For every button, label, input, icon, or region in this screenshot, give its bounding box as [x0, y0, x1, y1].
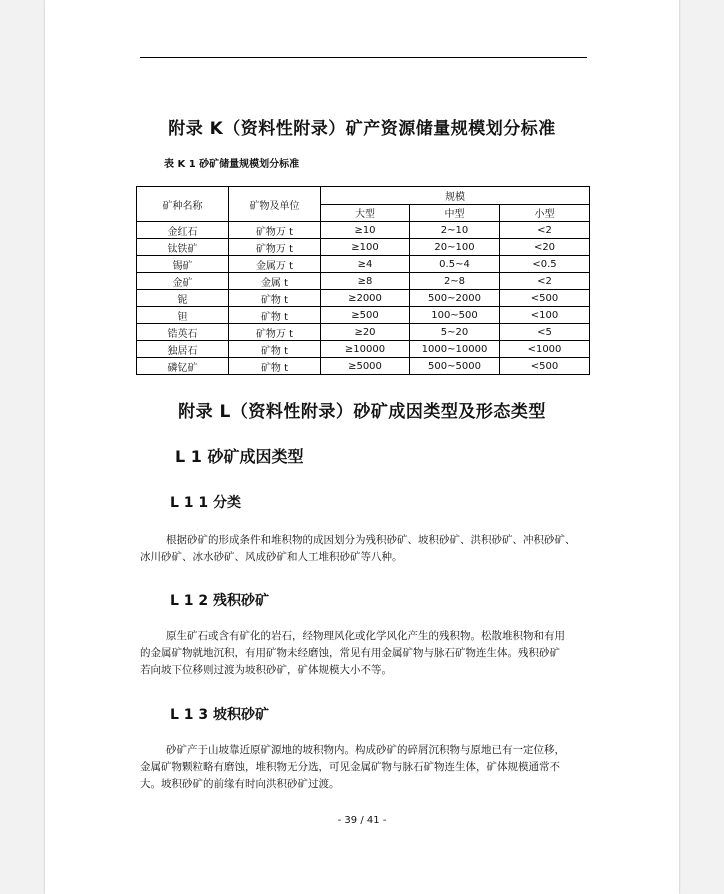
cell-large: ≥10000 — [321, 341, 410, 358]
table-row — [137, 222, 590, 239]
header-rule — [140, 57, 587, 58]
header-mineral: 矿种名称 — [137, 187, 229, 222]
cell-small: <5 — [500, 324, 590, 341]
table-row — [137, 290, 590, 307]
paragraph-line: 冰川砂矿、冰水砂矿、风成砂矿和人工堆积砂矿等八种。 — [140, 551, 403, 563]
header-large: 大型 — [321, 204, 410, 222]
cell-large: ≥4 — [321, 256, 410, 273]
header-unit: 矿物及单位 — [229, 187, 321, 222]
page-number: - 39 / 41 - — [337, 815, 387, 826]
cell-unit: 矿物 t — [229, 290, 321, 307]
cell-small: <1000 — [500, 341, 590, 358]
section-l11-heading: L 1 1 分类 — [170, 495, 242, 511]
cell-medium: 2~8 — [410, 273, 500, 290]
cell-unit: 矿物 t — [229, 341, 321, 358]
header-scale: 规模 — [321, 187, 590, 205]
cell-small: <2 — [500, 222, 590, 239]
cell-large: ≥500 — [321, 307, 410, 324]
cell-unit: 金属 t — [229, 273, 321, 290]
document-page — [45, 0, 679, 894]
cell-small: <100 — [500, 307, 590, 324]
cell-mineral: 金红石 — [137, 222, 229, 239]
cell-mineral: 锡矿 — [137, 256, 229, 273]
paragraph-line: 原生矿石或含有矿化的岩石，经物理风化或化学风化产生的残积物。松散堆积物和有用 — [166, 630, 565, 642]
appendix-l-title: 附录 L（资料性附录）砂矿成因类型及形态类型 — [178, 402, 546, 422]
cell-medium: 500~2000 — [410, 290, 500, 307]
cell-large: ≥5000 — [321, 358, 410, 375]
table-row — [137, 273, 590, 290]
cell-medium: 100~500 — [410, 307, 500, 324]
cell-mineral: 钛铁矿 — [137, 239, 229, 256]
table-row — [137, 358, 590, 375]
cell-small: <500 — [500, 358, 590, 375]
cell-mineral: 铌 — [137, 290, 229, 307]
cell-unit: 矿物 t — [229, 358, 321, 375]
paragraph-line: 砂矿产于山坡靠近原矿源地的坡积物内。构成砂矿的碎屑沉积物与原地已有一定位移， — [166, 744, 565, 756]
table-row — [137, 341, 590, 358]
cell-medium: 1000~10000 — [410, 341, 500, 358]
cell-medium: 0.5~4 — [410, 256, 500, 273]
section-l12-heading: L 1 2 残积砂矿 — [170, 593, 270, 609]
paragraph-line: 的金属矿物就地沉积，有用矿物未经磨蚀，常见有用金属矿物与脉石矿物连生体。残积砂矿 — [140, 647, 560, 659]
cell-small: <2 — [500, 273, 590, 290]
cell-large: ≥100 — [321, 239, 410, 256]
cell-medium: 5~20 — [410, 324, 500, 341]
cell-mineral: 钽 — [137, 307, 229, 324]
cell-small: <500 — [500, 290, 590, 307]
cell-unit: 矿物万 t — [229, 239, 321, 256]
paragraph-line: 大。坡积砂矿的前缘有时向洪积砂矿过渡。 — [140, 778, 340, 790]
cell-large: ≥20 — [321, 324, 410, 341]
table-row — [137, 324, 590, 341]
cell-mineral: 金矿 — [137, 273, 229, 290]
cell-unit: 矿物万 t — [229, 324, 321, 341]
cell-large: ≥8 — [321, 273, 410, 290]
cell-medium: 20~100 — [410, 239, 500, 256]
paragraph-line: 根据砂矿的形成条件和堆积物的成因划分为残积砂矿、坡积砂矿、洪积砂矿、冲积砂矿、 — [166, 534, 576, 546]
cell-small: <20 — [500, 239, 590, 256]
cell-unit: 矿物 t — [229, 307, 321, 324]
table-k1-title: 表 K 1 砂矿储量规模划分标准 — [164, 159, 300, 170]
table-row — [137, 307, 590, 324]
cell-medium: 2~10 — [410, 222, 500, 239]
table-row — [137, 256, 590, 273]
cell-large: ≥10 — [321, 222, 410, 239]
cell-medium: 500~5000 — [410, 358, 500, 375]
scale-table — [136, 186, 590, 375]
cell-mineral: 独居石 — [137, 341, 229, 358]
section-l13-heading: L 1 3 坡积砂矿 — [170, 707, 270, 723]
cell-mineral: 锆英石 — [137, 324, 229, 341]
table-row — [137, 239, 590, 256]
cell-unit: 金属万 t — [229, 256, 321, 273]
table-body — [137, 222, 590, 375]
section-l11-paragraph — [140, 532, 587, 566]
header-medium: 中型 — [410, 204, 500, 222]
cell-unit: 矿物万 t — [229, 222, 321, 239]
paragraph-line: 金属矿物颗粒略有磨蚀，堆积物无分选，可见金属矿物与脉石矿物连生体，矿体规模通常不 — [140, 761, 560, 773]
paragraph-line: 若向坡下位移则过渡为坡积砂矿，矿体规模大小不等。 — [140, 664, 392, 676]
section-l12-paragraph — [140, 628, 587, 679]
appendix-k-title: 附录 K（资料性附录）矿产资源储量规模划分标准 — [168, 119, 556, 139]
section-l1-heading: L 1 砂矿成因类型 — [175, 447, 304, 466]
section-l13-paragraph — [140, 742, 587, 793]
cell-mineral: 磷钇矿 — [137, 358, 229, 375]
cell-large: ≥2000 — [321, 290, 410, 307]
header-small: 小型 — [500, 204, 590, 222]
cell-small: <0.5 — [500, 256, 590, 273]
